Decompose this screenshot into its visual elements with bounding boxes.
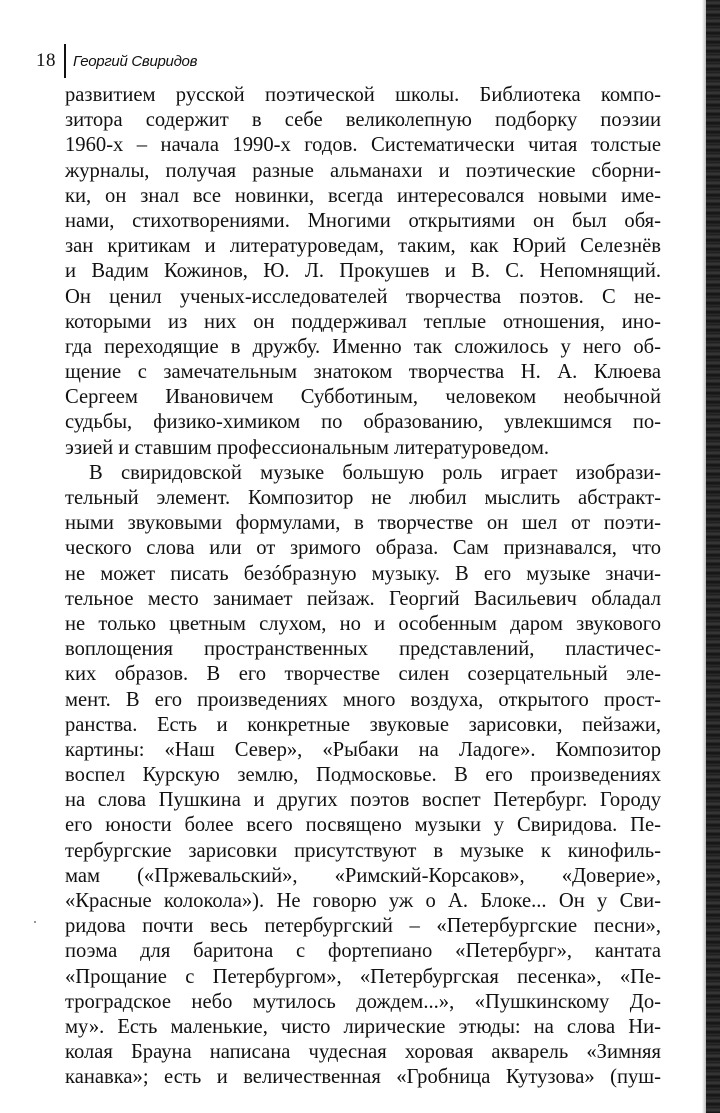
text-line: ными звуковыми формулами, в творчестве он шел от поэти- <box>65 512 661 535</box>
text-line: зан критикам и литературоведам, таким, как Юрий Селезнёв <box>65 235 661 258</box>
text-line: щение с замечательным знатоком творчества Н. А. Клюева <box>65 361 661 384</box>
text-line: не может писать безóбразную музыку. В его музыке значи- <box>65 562 661 585</box>
text-line: воплощения пространственных представлений, пластичес- <box>65 638 661 661</box>
text-line: ридова почти весь петербургский – «Петербургские песни», <box>65 915 661 938</box>
text-line: «Красные колокола»). Не говорю уж о А. Блоке... Он у Сви- <box>65 890 661 912</box>
text-line: гда переходящие в дружбу. Именно так сложилось у него об- <box>65 335 661 358</box>
page-number: 18 <box>36 50 56 71</box>
text-line: ческого слова или от зримого образа. Сам признавался, что <box>65 537 661 560</box>
text-line: его юности более всего посвящено музыки у Свиридова. Пе- <box>65 814 661 837</box>
text-line: ки, он знал все новинки, всегда интересовался новыми име- <box>65 184 661 207</box>
text-line: канавка»; есть и величественная «Гробница Кутузова» (пуш- <box>65 1066 661 1089</box>
text-line: развитием русской поэтической школы. Библиотека компо- <box>65 84 661 106</box>
text-line: воспел Курскую землю, Подмосковье. В его произведениях <box>65 764 661 787</box>
text-line: В свиридовской музыке большую роль играет изобрази- <box>89 461 661 484</box>
text-line: зитора содержит в себе великолепную подборку поэзии <box>65 109 661 132</box>
text-line: поэма для баритона с фортепиано «Петербург», кантата <box>65 940 661 963</box>
body-text <box>65 83 661 1091</box>
text-line: эзией и ставшим профессиональным литературоведом. <box>65 436 550 459</box>
page-header <box>36 44 197 78</box>
text-line: и Вадим Кожинов, Ю. Л. Прокушев и В. С. Непомнящий. <box>65 260 661 283</box>
text-line: не только цветным слухом, но и особенным даром звукового <box>65 612 661 635</box>
book-spine-edge <box>706 0 720 1113</box>
text-line: тельное место занимает пейзаж. Георгий Васильевич обладал <box>65 587 661 610</box>
text-line: нами, стихотворениями. Многими открытиями он был обя- <box>65 209 661 232</box>
text-line: тельный элемент. Композитор не любил мыслить абстракт- <box>65 487 661 509</box>
running-head: Георгий Свиридов <box>73 52 198 70</box>
text-line: му». Есть маленькие, чисто лирические этюды: на слова Ни- <box>65 1015 661 1038</box>
text-line: судьбы, физико-химиком по образованию, увлекшимся по- <box>65 411 661 434</box>
paragraph <box>65 461 661 1091</box>
text-line: ких образов. В его творчестве силен созерцательный эле- <box>65 663 661 686</box>
text-line: колая Брауна написана чудесная хоровая акварель «Зимняя <box>65 1041 661 1064</box>
text-line: картины: «Наш Север», «Рыбаки на Ладоге». Композитор <box>65 738 661 761</box>
text-line: мент. В его произведениях много воздуха, открытого прост- <box>65 688 661 711</box>
text-line: троградское небо мутилось дождем...», «Пушкинскому До- <box>65 990 661 1013</box>
text-line: мам («Пржевальский», «Римский-Корсаков», «Доверие», <box>65 864 661 887</box>
text-line: 1960-х – начала 1990-х годов. Систематически читая толстые <box>65 134 661 157</box>
text-line: Сергеем Ивановичем Субботиным, человеком необычной <box>65 386 661 409</box>
header-divider <box>64 44 66 78</box>
text-line: журналы, получая разные альманахи и поэтические сборни- <box>65 159 661 182</box>
paragraph <box>65 83 661 461</box>
text-line: тербургские зарисовки присутствуют в музыке к кинофиль- <box>65 839 661 862</box>
text-line: ранства. Есть и конкретные звуковые зарисовки, пейзажи, <box>65 713 661 736</box>
text-line: которыми из них он поддерживал теплые отношения, ино- <box>65 310 661 333</box>
text-line: «Прощание с Петербургом», «Петербургская песенка», «Пе- <box>65 965 661 988</box>
scan-speck <box>34 921 36 923</box>
text-line: на слова Пушкина и других поэтов воспет Петербург. Городу <box>65 789 661 812</box>
text-line: Он ценил ученых-исследователей творчества поэтов. С не- <box>65 285 661 308</box>
